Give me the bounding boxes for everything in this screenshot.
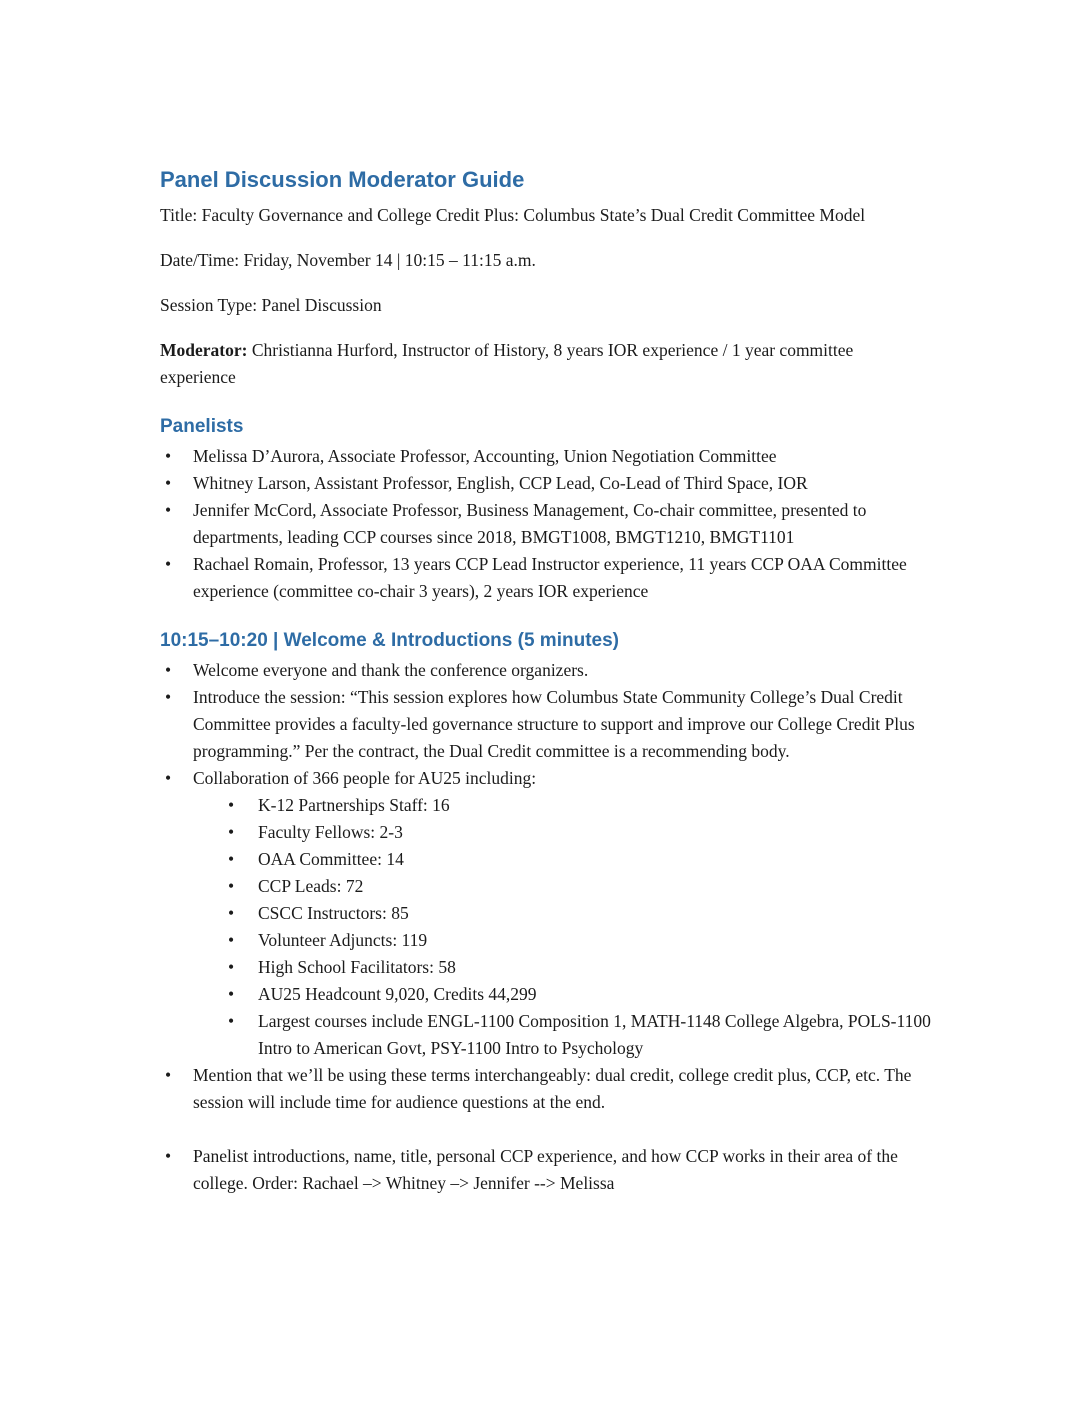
document-page <box>160 166 932 1197</box>
panelist-item: • Whitney Larson, Assistant Professor, English, CCP Lead, Co-Lead of Third Space, IOR <box>160 470 932 497</box>
session-title-line: Title: Faculty Governance and College Credit Plus: Columbus State’s Dual Credit Committee Model <box>160 205 866 225</box>
panelist-item: • Jennifer McCord, Associate Professor, Business Management, Co-chair committee, presented to departments, leading CCP courses since 2018, BMGT1008, BMGT1210, BMGT1101 <box>160 497 932 551</box>
moderator-line <box>160 337 932 391</box>
agenda-bullet: • Welcome everyone and thank the conference organizers. <box>160 657 932 684</box>
panelist-item: • Melissa D’Aurora, Associate Professor, Accounting, Union Negotiation Committee <box>160 443 932 470</box>
moderator-text: Christianna Hurford, Instructor of History, 8 years IOR experience / 1 year committee experience <box>160 340 854 387</box>
page-title: Panel Discussion Moderator Guide <box>160 167 525 192</box>
panelist-item: • Rachael Romain, Professor, 13 years CCP Lead Instructor experience, 11 years CCP OAA Committee experience (committee co-chair 3 years), 2 years IOR experience <box>160 551 932 605</box>
stat-bullet: • OAA Committee: 14 <box>160 846 932 873</box>
panelists-list <box>160 443 932 605</box>
moderator-label: Moderator: <box>160 340 248 360</box>
welcome-section-heading: 10:15–10:20 | Welcome & Introductions (5 minutes) <box>160 630 619 651</box>
stat-bullet: • AU25 Headcount 9,020, Credits 44,299 <box>160 981 932 1008</box>
stat-bullet: • Volunteer Adjuncts: 119 <box>160 927 932 954</box>
stat-bullet: • Faculty Fellows: 2-3 <box>160 819 932 846</box>
agenda-bullet: • Collaboration of 366 people for AU25 including: <box>160 765 932 792</box>
agenda-bullet: • Introduce the session: “This session explores how Columbus State Community College’s Dual Credit Committee provides a faculty-led governance structure to support and improve our College Credit Plus programming.” Per the contract, the Dual Credit committee is a recommending body. <box>160 684 932 765</box>
panelists-heading: Panelists <box>160 416 244 437</box>
welcome-agenda-list <box>160 657 932 1197</box>
stat-bullet: • CSCC Instructors: 85 <box>160 900 932 927</box>
session-datetime-line: Date/Time: Friday, November 14 | 10:15 – 11:15 a.m. <box>160 250 536 270</box>
stat-bullet: • Largest courses include ENGL-1100 Composition 1, MATH-1148 College Algebra, POLS-1100 Intro to American Govt, PSY-1100 Intro to Psychology <box>160 1008 932 1062</box>
session-type-line: Session Type: Panel Discussion <box>160 295 382 315</box>
agenda-bullet: • Mention that we’ll be using these terms interchangeably: dual credit, college credit plus, CCP, etc. The session will include time for audience questions at the end. <box>160 1062 932 1116</box>
agenda-bullet: • Panelist introductions, name, title, personal CCP experience, and how CCP works in their area of the college. Order: Rachael –> Whitney –> Jennifer --> Melissa <box>160 1143 932 1197</box>
stat-bullet: • High School Facilitators: 58 <box>160 954 932 981</box>
stat-bullet: • CCP Leads: 72 <box>160 873 932 900</box>
stat-bullet: • K-12 Partnerships Staff: 16 <box>160 792 932 819</box>
